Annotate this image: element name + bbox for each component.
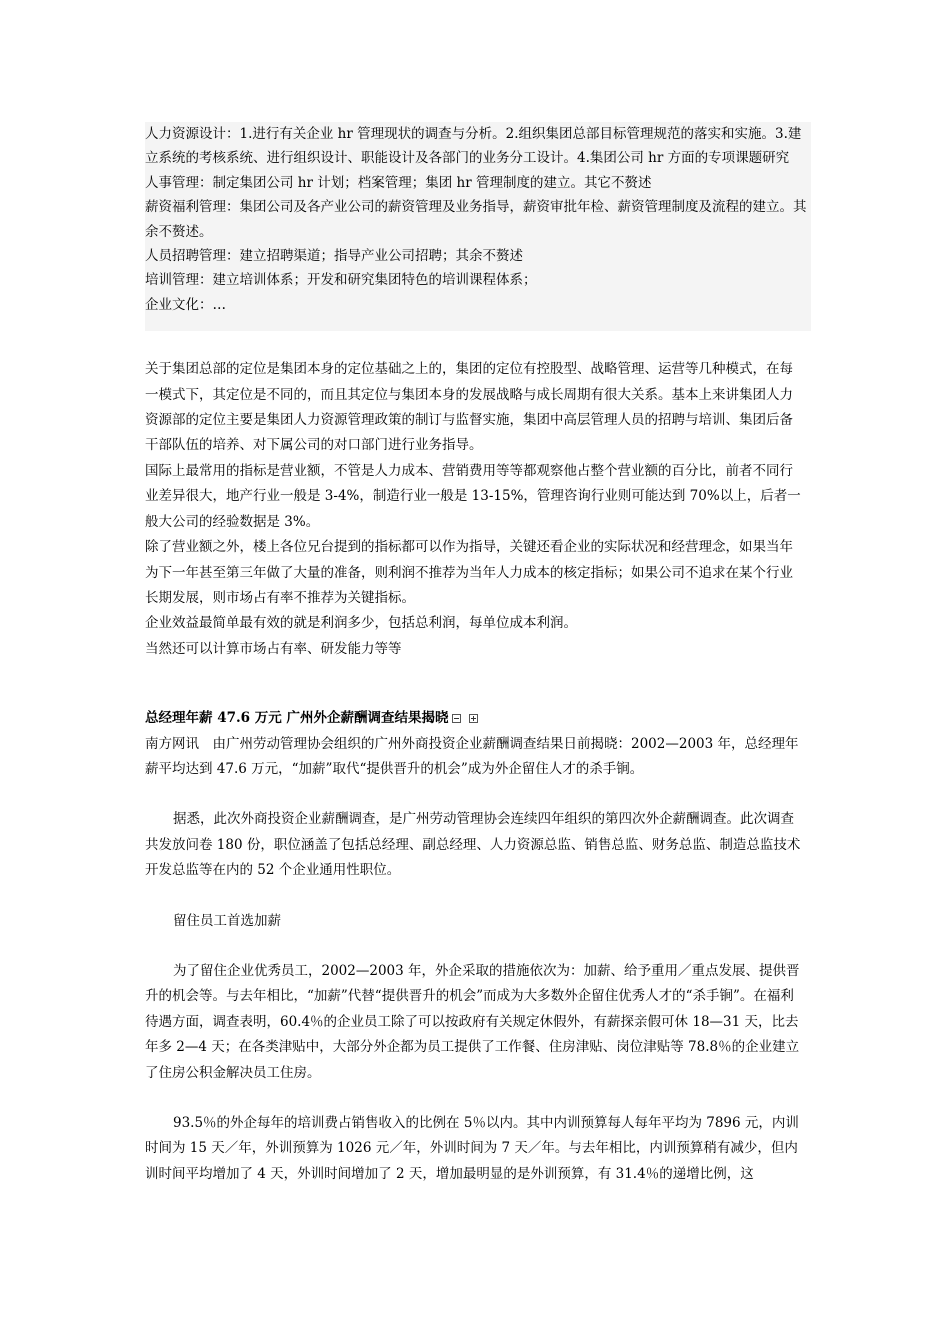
article-paragraph: 93.5％的外企每年的培训费占销售收入的比例在 5％以内。其中内训预算每人每年平均为 7896 元，内训时间为 15 天／年，外训预算为 1026 元／年，外训时间为 7 天／年。与去年相比，内训预算稍有减少，但内训时间平均增加了 4 天，外训时间增加了 2 天，增加最明显的是外训预算，有 31.4％的递增比例，这 [145, 1115, 799, 1182]
paragraph: 国际上最常用的指标是营业额，不管是人力成本、营销费用等等都观察他占整个营业额的百分比，前者不同行业差异很大，地产行业一般是 3-4%，制造行业一般是 13-15%，管理咨询行业则可能达到 70%以上，后者一般大公司的经验数据是 3%。 [145, 462, 801, 530]
article-title-row [145, 706, 805, 731]
article-subheading: 留住员工首选加薪 [173, 912, 281, 929]
article-lead: 南方网讯 由广州劳动管理协会组织的广州外商投资企业薪酬调查结果日前揭晓：2002—2003 年，总经理年薪平均达到 47.6 万元，“加薪”取代“提供晋升的机会”成为外企留住人才的杀手锏。 [145, 735, 799, 777]
salary-survey-article [145, 706, 805, 1187]
article-paragraph: 据悉，此次外商投资企业薪酬调查，是广州劳动管理协会连续四年组织的第四次外企薪酬调查。此次调查共发放问卷 180 份，职位涵盖了包括总经理、副总经理、人力资源总监、销售总监、财务总监、制造总监技术开发总监等在内的 52 个企业通用性职位。 [145, 811, 801, 879]
positioning-section [145, 357, 805, 662]
paragraph: 当然还可以计算市场占有率、研发能力等等 [145, 640, 402, 657]
paragraph: 除了营业额之外，楼上各位兄台提到的指标都可以作为指导，关键还看企业的实际状况和经营理念，如果当年为下一年甚至第三年做了大量的准备，则利润不推荐为当年人力成本的核定指标；如果公司不追求在某个行业长期发展，则市场占有率不推荐为关键指标。 [145, 539, 793, 606]
hr-design-line: 人力资源设计：1.进行有关企业 hr 管理现状的调查与分析。2.组织集团总部目标管理规范的落实和实施。3.建立系统的考核系统、进行组织设计、职能设计及各部门的业务分工设计。4.集团公司 hr 方面的专项课题研究 [145, 126, 802, 167]
expand-icon[interactable] [469, 714, 478, 723]
recruitment-line: 人员招聘管理：建立招聘渠道；指导产业公司招聘；其余不赘述 [145, 248, 523, 265]
document-page [145, 122, 805, 1187]
paragraph: 企业效益最简单最有效的就是利润多少，包括总利润，每单位成本利润。 [145, 615, 577, 632]
compensation-line: 薪资福利管理：集团公司及各产业公司的薪资管理及业务指导，薪资审批年检、薪资管理制度及流程的建立。其余不赘述。 [145, 199, 807, 240]
training-line: 培训管理：建立培训体系；开发和研究集团特色的培训课程体系； [145, 272, 537, 289]
culture-line: 企业文化：… [145, 296, 226, 313]
hr-functions-section [145, 122, 811, 331]
collapse-icon[interactable] [452, 714, 461, 723]
article-title: 总经理年薪 47.6 万元 广州外企薪酬调查结果揭晓 [145, 710, 449, 727]
paragraph: 关于集团总部的定位是集团本身的定位基础之上的，集团的定位有控股型、战略管理、运营等几种模式，在每一模式下，其定位是不同的，而且其定位与集团本身的发展战略与成长周期有很大关系。基本上来讲集团人力资源部的定位主要是集团人力资源管理政策的制订与监督实施，集团中高层管理人员的招聘与培训、集团后备干部队伍的培养、对下属公司的对口部门进行业务指导。 [145, 361, 793, 454]
article-paragraph: 为了留住企业优秀员工，2002—2003 年，外企采取的措施依次为：加薪、给予重用／重点发展、提供晋升的机会等。与去年相比，“加薪”代替“提供晋升的机会”而成为大多数外企留住优秀人才的“杀手锏”。在福利待遇方面，调查表明，60.4％的企业员工除了可以按政府有关规定休假外，有薪探亲假可休 18—31 天，比去年多 2—4 天；在各类津贴中，大部分外企都为员工提供了工作餐、住房津贴、岗位津贴等 78.8％的企业建立了住房公积金解决员工住房。 [145, 962, 800, 1081]
personnel-management-line: 人事管理：制定集团公司 hr 计划；档案管理；集团 hr 管理制度的建立。其它不赘述 [145, 174, 652, 191]
